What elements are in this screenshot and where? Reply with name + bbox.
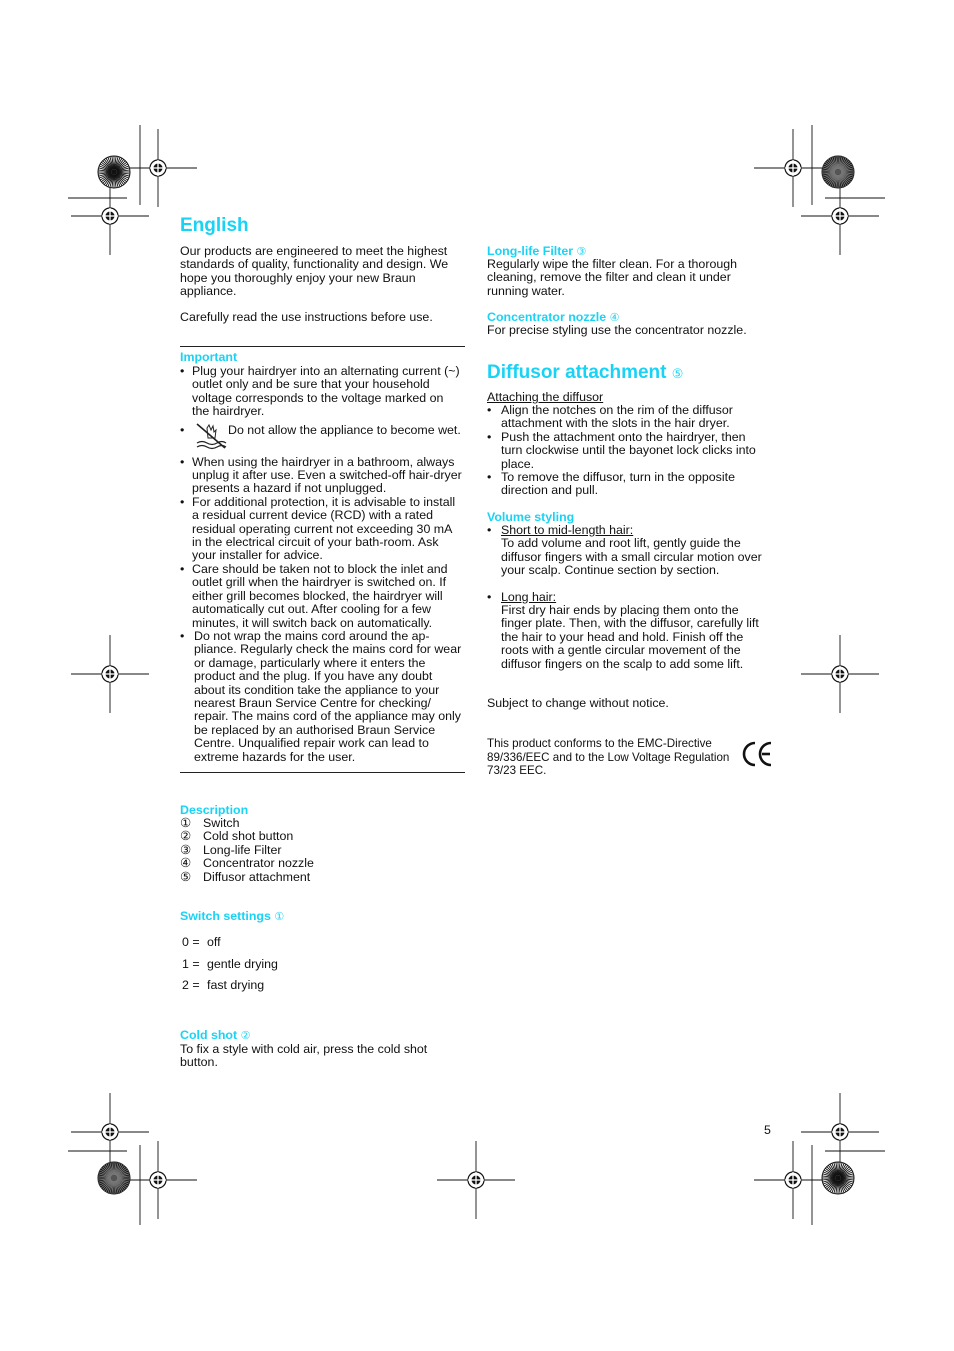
color-wheel-icon xyxy=(98,156,130,188)
description-label: Concentrator nozzle xyxy=(203,856,314,871)
concentrator-text: For precise styling use the concentrator nozzle. xyxy=(487,323,747,337)
description-item xyxy=(180,857,460,870)
switch-setting-row xyxy=(182,936,278,958)
switch-setting-row xyxy=(182,958,278,980)
description-num: ⑤ xyxy=(180,869,192,884)
color-wheel-icon xyxy=(98,1162,130,1194)
description-item xyxy=(180,817,460,830)
ce-mark-icon xyxy=(740,737,774,771)
description-num: ③ xyxy=(180,842,192,857)
diffusor-list xyxy=(487,404,762,498)
switch-setting-key: 0 = xyxy=(182,935,200,949)
description-item xyxy=(180,830,460,843)
important-item-water-text: • Do not allow the appliance to become wet. xyxy=(228,422,461,437)
page-number: 5 xyxy=(764,1123,771,1137)
no-water-icon xyxy=(195,422,227,450)
registration-mark-icon xyxy=(119,1141,197,1219)
volume-list xyxy=(487,524,769,671)
switch-settings-ref: ① xyxy=(274,911,285,923)
filter-text: Regularly wipe the filter clean. For a thorough cleaning, remove the filter and clean it under running water. xyxy=(487,257,738,298)
description-label: Switch xyxy=(203,816,240,830)
diffusor-subheading: Attaching the diffusor xyxy=(487,390,604,404)
important-heading: Important xyxy=(180,350,238,364)
switch-settings-table xyxy=(182,936,278,1001)
page-title: English xyxy=(180,215,249,236)
description-label: Diffusor attachment xyxy=(203,869,311,884)
switch-setting-key: 1 = xyxy=(182,956,200,971)
switch-setting-value: off xyxy=(207,935,221,949)
intro-text: Our products are engineered to meet the highest standards of quality, functionality and design. We hope you thoroughly enjoy your new Braun appliance. xyxy=(180,244,449,299)
registration-mark-icon xyxy=(71,1093,149,1171)
registration-mark-icon xyxy=(801,177,879,255)
volume-heading: Volume styling xyxy=(487,510,575,524)
volume-long-label: Long hair: xyxy=(501,589,557,604)
concentrator-heading-text: Concentrator nozzle xyxy=(487,310,607,324)
switch-setting-key: 2 = xyxy=(182,978,200,992)
important-item-water xyxy=(180,424,464,450)
color-wheel-icon xyxy=(822,1162,854,1194)
volume-long-text: First dry hair ends by placing them onto the finger plate. Then, with the diffusor, carefully lift the hair to your head and hold. Finish off the roots with a gentle circular movement of the diffusor fingers on the scalp to add some lift. xyxy=(501,603,759,671)
registration-mark-icon xyxy=(437,1141,515,1219)
registration-mark-icon xyxy=(801,635,879,713)
volume-short-text: To add volume and root lift, gently guide the diffusor fingers with a small circular motion over your scalp. Continue section by section. xyxy=(501,536,762,578)
description-num: ② xyxy=(180,829,192,844)
divider-bottom xyxy=(180,772,465,773)
switch-setting-value: fast drying xyxy=(207,978,265,992)
color-wheel-icon xyxy=(822,156,854,188)
important-list xyxy=(180,365,464,764)
registration-mark-icon xyxy=(754,129,832,207)
diffusor-item: • Push the attachment onto the hairdryer, then turn clockwise until the bayonet lock clicks into place. xyxy=(487,431,762,471)
description-item xyxy=(180,844,460,857)
volume-item-short xyxy=(487,524,769,578)
description-num: ④ xyxy=(180,856,192,871)
description-label: Cold shot button xyxy=(203,829,294,844)
conformity-text: This product conforms to the EMC-Directive 89/336/EEC and to the Low Voltage Regulation 73/23 EEC. xyxy=(487,737,730,778)
read-instructions-text: Carefully read the use instructions before use. xyxy=(180,310,433,324)
description-label: Long-life Filter xyxy=(203,842,282,857)
change-notice: Subject to change without notice. xyxy=(487,696,669,710)
cold-shot-heading-text: Cold shot xyxy=(180,1028,238,1042)
description-num: ① xyxy=(180,816,192,830)
description-item xyxy=(180,871,460,884)
cold-shot-text: To fix a style with cold air, press the cold shot button. xyxy=(180,1042,428,1070)
diffusor-item: • To remove the diffusor, turn in the opposite direction and pull. xyxy=(487,471,762,498)
switch-setting-row xyxy=(182,979,278,1001)
diffusor-heading-text: Diffusor attachment xyxy=(487,362,667,383)
registration-mark-icon xyxy=(754,1141,832,1219)
registration-mark-icon xyxy=(801,1093,879,1171)
description-heading: Description xyxy=(180,803,249,817)
switch-settings-heading-text: Switch settings xyxy=(180,909,271,923)
concentrator-ref: ④ xyxy=(609,312,620,324)
important-item: • For additional protection, it is advisable to install a residual current device (RCD) with a rated residual operating current not exceeding 30 mA in the electrical circuit of your bath-room. Ask your installer for advice. xyxy=(180,496,464,563)
divider-top xyxy=(180,346,465,347)
important-item: • Plug your hairdryer into an alternating current (~) outlet only and be sure that your household voltage corresponds to the voltage marked on the hairdryer. xyxy=(180,365,464,419)
important-item: • Care should be taken not to block the inlet and outlet grill when the hairdryer is switched on. If either grill becomes blocked, the hairdryer will automatically cut out. After cooling for a few minutes, it will switch back on automatically. xyxy=(180,563,464,630)
registration-mark-icon xyxy=(71,177,149,255)
cold-shot-ref: ② xyxy=(240,1030,251,1042)
filter-heading-text: Long-life Filter xyxy=(487,244,574,258)
cold-shot-heading xyxy=(180,1028,250,1043)
volume-item-long xyxy=(487,591,769,671)
registration-mark-icon xyxy=(71,635,149,713)
diffusor-heading xyxy=(487,362,683,385)
diffusor-item: • Align the notches on the rim of the diffusor attachment with the slots in the hair dryer. xyxy=(487,404,762,431)
important-item: • Do not wrap the mains cord around the ap-pliance. Regularly check the mains cord for wear or damage, particularly where it enters the product and the plug. If you have any doubt about its condition take the appliance to your nearest Braun Service Centre for checking/ repair. The mains cord of the appliance may only be replaced by an authorised Braun Service Centre. Unqualified repair work can lead to extreme hazards for the user. xyxy=(180,630,464,764)
filter-ref: ③ xyxy=(576,246,587,258)
switch-setting-value: gentle drying xyxy=(207,956,278,971)
diffusor-ref: ⑤ xyxy=(671,366,684,381)
registration-mark-icon xyxy=(119,129,197,207)
description-list xyxy=(180,817,460,884)
volume-short-label: Short to mid-length hair: xyxy=(501,523,634,537)
important-item: • When using the hairdryer in a bathroom, always unplug it after use. Even a switched-off hair-dryer presents a hazard if not unplugged. xyxy=(180,456,464,496)
switch-settings-heading xyxy=(180,909,284,924)
